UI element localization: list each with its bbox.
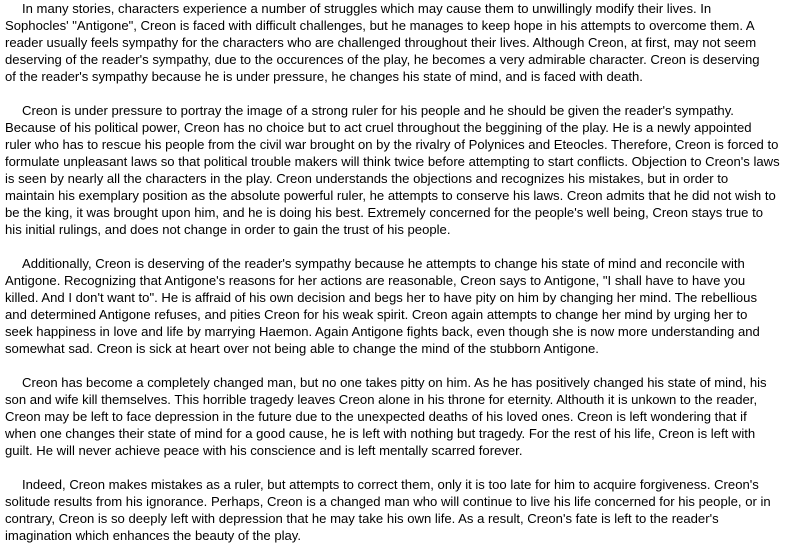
text-line: ruler who has to rescue his people from the civil war brought on by the rivalry of Polynices and Eteocles. Therefore, Creon is forced to xyxy=(5,137,779,152)
text-line: Sophocles' "Antigone", Creon is faced with difficult challenges, but he manages to keep hope in his attempts to overcome them. A xyxy=(5,18,755,33)
text-line: guilt. He will never achieve peace with his conscience and is left mentally scarred forever. xyxy=(5,443,523,458)
text-line: somewhat sad. Creon is sick at heart over not being able to change the mind of the stubborn Antigone. xyxy=(5,341,599,356)
paragraph-introduction xyxy=(5,0,800,85)
text-line: In many stories, characters experience a number of struggles which may cause them to unwillingly modify their lives. In xyxy=(22,1,712,16)
text-line: seek happiness in love and life by marrying Haemon. Again Antigone fights back, even though she is now more understanding and xyxy=(5,324,760,339)
text-line: formulate unpleasant laws so that political trouble makers will think twice before attempting to start conflicts. Objection to Creon's laws xyxy=(5,154,780,169)
text-line: solitude results from his ignorance. Perhaps, Creon is a changed man who will continue to live his life concerned for his people, or in xyxy=(5,494,771,509)
text-line: Antigone. Recognizing that Antigone's reasons for her actions are reasonable, Creon says to Antigone, "I shall have to have you xyxy=(5,273,746,288)
text-line: Creon is under pressure to portray the image of a strong ruler for his people and he should be given the reader's sympathy. xyxy=(22,103,734,118)
text-line: contrary, Creon is so deeply left with depression that he may take his own life. As a result, Creon's fate is left to the reader's xyxy=(5,511,719,526)
text-line: and determined Antigone refuses, and pities Creon for his weak spirit. Creon again attempts to change her mind by urging her to xyxy=(5,307,748,322)
text-line: is seen by nearly all the characters in the play. Creon understands the objections and recognizes his mistakes, but in order to xyxy=(5,171,729,186)
text-line: killed. And I don't want to". He is affraid of his own decision and begs her to have pity on him by changing her mind. The rebellious xyxy=(5,290,757,305)
paragraph-pressure xyxy=(5,102,800,238)
text-line: Additionally, Creon is deserving of the reader's sympathy because he attempts to change his state of mind and reconcile with xyxy=(22,256,745,271)
text-line: Indeed, Creon makes mistakes as a ruler, but attempts to correct them, only it is too late for him to acquire forgiveness. Creon's xyxy=(22,477,759,492)
text-line: son and wife kill themselves. This horrible tragedy leaves Creon alone in his throne for eternity. Althouth it is unkown to the reader, xyxy=(5,392,758,407)
text-line: maintain his exemplary position as the absolute powerful ruler, he attempts to conserve his laws. Creon admits that he did not wish to xyxy=(5,188,776,203)
text-line: when one changes their state of mind for a good cause, he is left with nothing but tragedy. For the rest of his life, Creon is left with xyxy=(5,426,756,441)
text-line: of the reader's sympathy because he is under pressure, he changes his state of mind, and is faced with death. xyxy=(5,69,643,84)
paragraph-conclusion xyxy=(5,476,800,544)
paragraph-change-of-mind xyxy=(5,255,800,357)
paragraph-tragedy xyxy=(5,374,800,459)
text-line: his initial rulings, and does not change in order to gain the trust of his people. xyxy=(5,222,451,237)
text-line: reader usually feels sympathy for the characters who are challenged throughout their lives. Although Creon, at first, may not seem xyxy=(5,35,757,50)
text-line: Creon has become a completely changed man, but no one takes pitty on him. As he has positively changed his state of mind, his xyxy=(22,375,767,390)
text-line: Creon may be left to face depression in the future due to the unexpected deaths of his loved ones. Creon is left wondering that if xyxy=(5,409,747,424)
text-line: Because of his political power, Creon has no choice but to act cruel throughout the beggining of the play. He is a newly appointed xyxy=(5,120,752,135)
text-line: deserving of the reader's sympathy, due to the occurences of the play, he becomes a very admirable character. Creon is deserving xyxy=(5,52,760,67)
text-line: be the king, it was brought upon him, and he is doing his best. Extremely concerned for the people's well being, Creon stays true to xyxy=(5,205,764,220)
text-line: imagination which enhances the beauty of the play. xyxy=(5,528,302,543)
